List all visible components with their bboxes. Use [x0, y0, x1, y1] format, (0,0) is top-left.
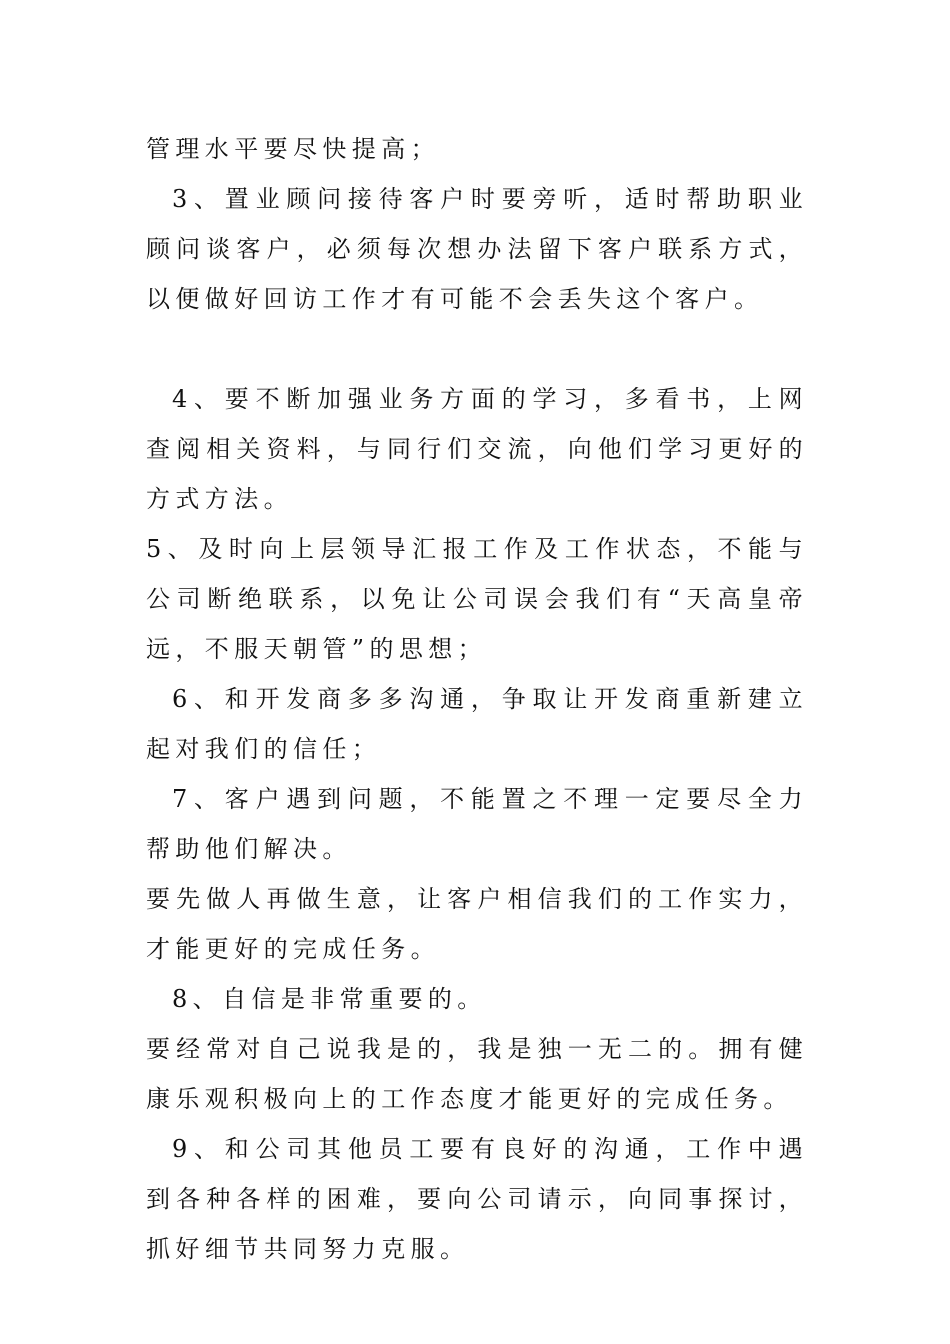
paragraph-self-confidence: 要经常对自己说我是的，我是独一无二的。拥有健康乐观积极向上的工作态度才能更好的完成任务。	[146, 1035, 808, 1113]
document-body	[146, 124, 808, 1274]
paragraph-item-5: 5、及时向上层领导汇报工作及工作状态，不能与公司断绝联系，以免让公司误会我们有“天高皇帝远，不服天朝管”的思想；	[146, 535, 808, 663]
paragraph-item-8: 8、自信是非常重要的。	[172, 985, 487, 1013]
paragraph-item-6: 6、和开发商多多沟通，争取让开发商重新建立起对我们的信任；	[146, 685, 808, 763]
paragraph-item-3: 3、置业顾问接待客户时要旁听，适时帮助职业顾问谈客户，必须每次想办法留下客户联系方式，以便做好回访工作才有可能不会丢失这个客户。	[146, 185, 808, 313]
paragraph-item-4: 4、要不断加强业务方面的学习，多看书，上网查阅相关资料，与同行们交流，向他们学习更好的方式方法。	[146, 385, 808, 513]
paragraph-management-level: 管理水平要尽快提高；	[146, 135, 440, 163]
paragraph-be-person-first: 要先做人再做生意，让客户相信我们的工作实力，才能更好的完成任务。	[146, 885, 808, 963]
paragraph-item-9: 9、和公司其他员工要有良好的沟通，工作中遇到各种各样的困难，要向公司请示，向同事探讨，抓好细节共同努力克服。	[146, 1135, 808, 1263]
paragraph-item-7: 7、客户遇到问题，不能置之不理一定要尽全力帮助他们解决。	[146, 785, 808, 863]
